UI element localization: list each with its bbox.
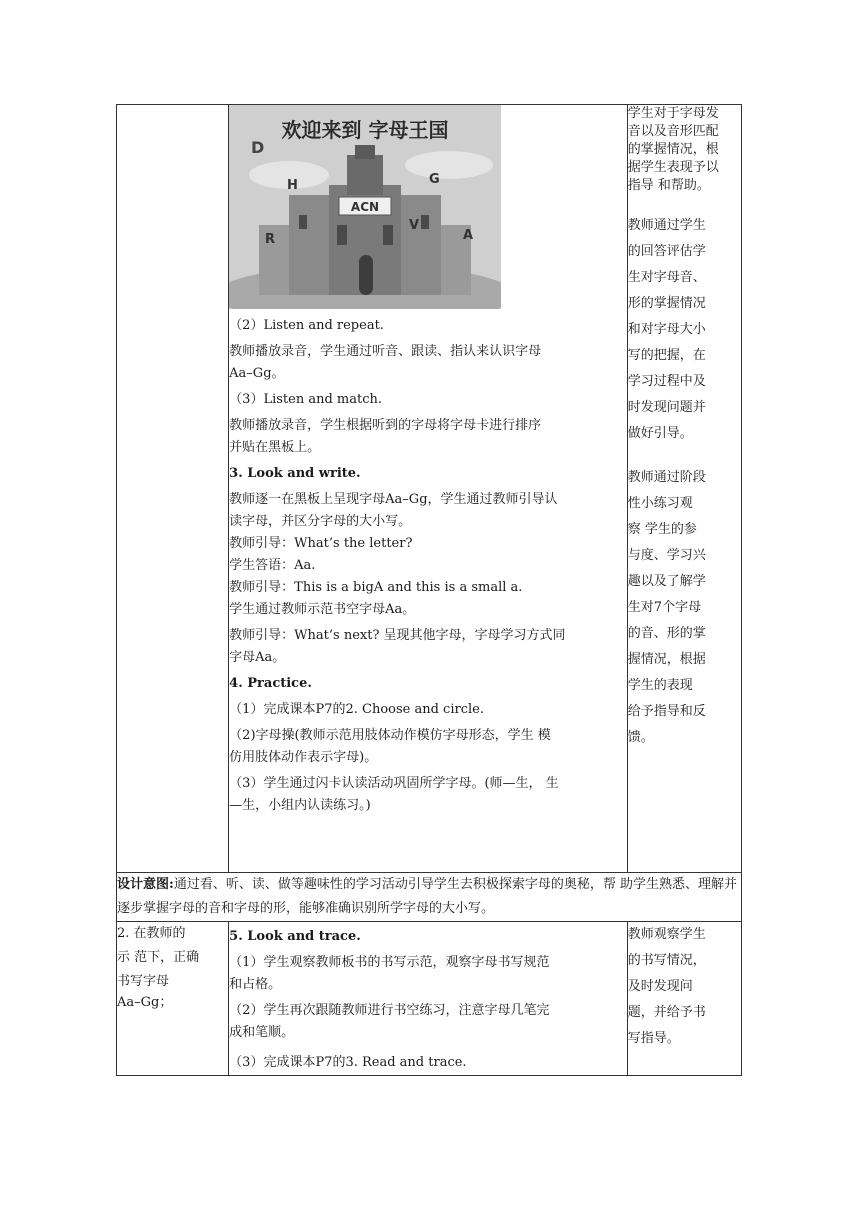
objective-line: 书写字母 bbox=[117, 974, 170, 989]
eval-line: 的书写情况， bbox=[627, 953, 706, 968]
table-row bbox=[117, 922, 742, 1076]
design-intent-cell bbox=[117, 873, 742, 922]
text-line: （3）完成课本P7的3. Read and trace. bbox=[229, 1055, 467, 1070]
objective-line: 2. 在教师的 bbox=[117, 926, 186, 941]
eval-line: 学生对于字母发 bbox=[627, 106, 719, 121]
eval-line: 与度、学习兴 bbox=[627, 548, 706, 563]
eval-line: 教师通过阶段 bbox=[627, 470, 706, 485]
eval-line: 教师观察学生 bbox=[627, 927, 706, 942]
floating-letter: A bbox=[463, 228, 474, 243]
table-row bbox=[117, 873, 742, 922]
eval-line: 的回答评估学 bbox=[627, 244, 706, 259]
eval-line: 的音、形的掌 bbox=[627, 626, 706, 641]
eval-line: 写指导。 bbox=[627, 1031, 680, 1046]
evaluation-cell bbox=[627, 922, 741, 1076]
text-line: 读字母，并区分字母的大小写。 bbox=[229, 514, 412, 529]
lesson-plan-table bbox=[116, 104, 742, 1076]
text-line: —生，小组内认读练习。) bbox=[229, 798, 371, 813]
eval-line: 写的把握，在 bbox=[627, 348, 706, 363]
text-line: （2)字母操(教师示范用肢体动作模仿字母形态，学生 模 bbox=[229, 728, 551, 743]
eval-line: 趣以及了解学 bbox=[627, 574, 706, 589]
floating-letter: V bbox=[409, 218, 420, 233]
floating-letter: R bbox=[265, 232, 276, 247]
eval-line: 握情况，根据 bbox=[627, 652, 706, 667]
eval-line: 的掌握情况，根 bbox=[627, 142, 719, 157]
eval-line: 给予指导和反 bbox=[627, 704, 706, 719]
text-line: （2）学生再次跟随教师进行书空练习，注意字母几笔完 bbox=[229, 1003, 550, 1018]
floating-letter: G bbox=[429, 172, 440, 187]
eval-line: 教师通过学生 bbox=[627, 218, 706, 233]
text-line: 教师引导：What’s the letter? bbox=[229, 536, 413, 551]
eval-line: 性小练习观 bbox=[627, 496, 693, 511]
text-line: （3）学生通过闪卡认读活动巩固所学字母。(师—生， 生 bbox=[229, 776, 559, 791]
floating-letter: H bbox=[287, 178, 299, 193]
eval-line: 生对字母音、 bbox=[627, 270, 706, 285]
text-line: 并贴在黑板上。 bbox=[229, 440, 321, 455]
section-title: 4. Practice. bbox=[229, 676, 312, 691]
table-row bbox=[117, 105, 742, 873]
eval-line: 音以及音形匹配 bbox=[627, 124, 719, 139]
eval-line: 时发现问题并 bbox=[627, 400, 706, 415]
eval-line: 据学生表现予以 bbox=[627, 160, 719, 175]
text-line: 教师引导：This is a bigA and this is a small a. bbox=[229, 580, 523, 595]
objective-line: 示 范下，正确 bbox=[117, 950, 200, 965]
text-line: 教师逐一在黑板上呈现字母Aa–Gg，学生通过教师引导认 bbox=[229, 492, 558, 507]
text-line: 教师播放录音，学生根据听到的字母将字母卡进行排序 bbox=[229, 418, 542, 433]
text-line: 学生答语：Aa. bbox=[229, 558, 316, 573]
section-title: 5. Look and trace. bbox=[229, 929, 361, 944]
design-intent-label: 设计意图: bbox=[117, 877, 174, 892]
eval-line: 做好引导。 bbox=[627, 426, 693, 441]
evaluation-cell bbox=[627, 105, 741, 873]
text-line: （3）Listen and match. bbox=[229, 392, 382, 407]
text-line: 教师播放录音，学生通过听音、跟读、指认来认识字母 bbox=[229, 344, 542, 359]
text-line: （1）完成课本P7的2. Choose and circle. bbox=[229, 702, 484, 717]
eval-line: 学习过程中及 bbox=[627, 374, 706, 389]
text-line: 学生通过教师示范书空字母Aa。 bbox=[229, 602, 416, 617]
eval-line: 题，并给予书 bbox=[627, 1005, 706, 1020]
objective-line: Aa–Gg； bbox=[117, 995, 173, 1010]
eval-line: 学生的表现 bbox=[627, 678, 693, 693]
text-line: Aa–Gg。 bbox=[229, 366, 285, 381]
text-line: 和占格。 bbox=[229, 977, 282, 992]
text-line: 教师引导：What’s next? 呈现其他字母，字母学习方式同 bbox=[229, 628, 566, 643]
design-intent-text: 通过看、听、读、做等趣味性的学习活动引导学生去积极探索字母的奥秘，帮 助学生熟悉、理解并逐步掌握字母的音和字母的形，能够准确识别所学字母的大小写。 bbox=[117, 877, 737, 916]
text-line: 字母Aa。 bbox=[229, 650, 286, 665]
floating-letter: D bbox=[251, 138, 265, 157]
objective-cell bbox=[117, 922, 229, 1076]
text-line: （1）学生观察教师板书的书写示范，观察字母书写规范 bbox=[229, 955, 550, 970]
eval-line: 馈。 bbox=[627, 730, 654, 745]
eval-line: 生对7个字母 bbox=[627, 600, 702, 615]
activity-cell bbox=[229, 105, 628, 873]
castle-sign: ACN bbox=[351, 200, 380, 214]
eval-line: 察 学生的参 bbox=[627, 522, 697, 537]
eval-line: 和对字母大小 bbox=[627, 322, 706, 337]
section-title: 3. Look and write. bbox=[229, 466, 361, 481]
activity-cell bbox=[229, 922, 628, 1076]
banner-text: 欢迎来到 字母王国 bbox=[281, 118, 449, 142]
castle-illustration bbox=[229, 105, 501, 309]
objective-cell bbox=[117, 105, 229, 873]
text-line: 仿用肢体动作表示字母)。 bbox=[229, 750, 378, 765]
eval-line: 及时发现问 bbox=[627, 979, 693, 994]
text-line: 成和笔顺。 bbox=[229, 1025, 295, 1040]
eval-line: 形的掌握情况 bbox=[627, 296, 706, 311]
text-line: （2）Listen and repeat. bbox=[229, 318, 384, 333]
eval-line: 指导 和帮助。 bbox=[627, 178, 710, 193]
letter-kingdom-image bbox=[229, 105, 501, 309]
